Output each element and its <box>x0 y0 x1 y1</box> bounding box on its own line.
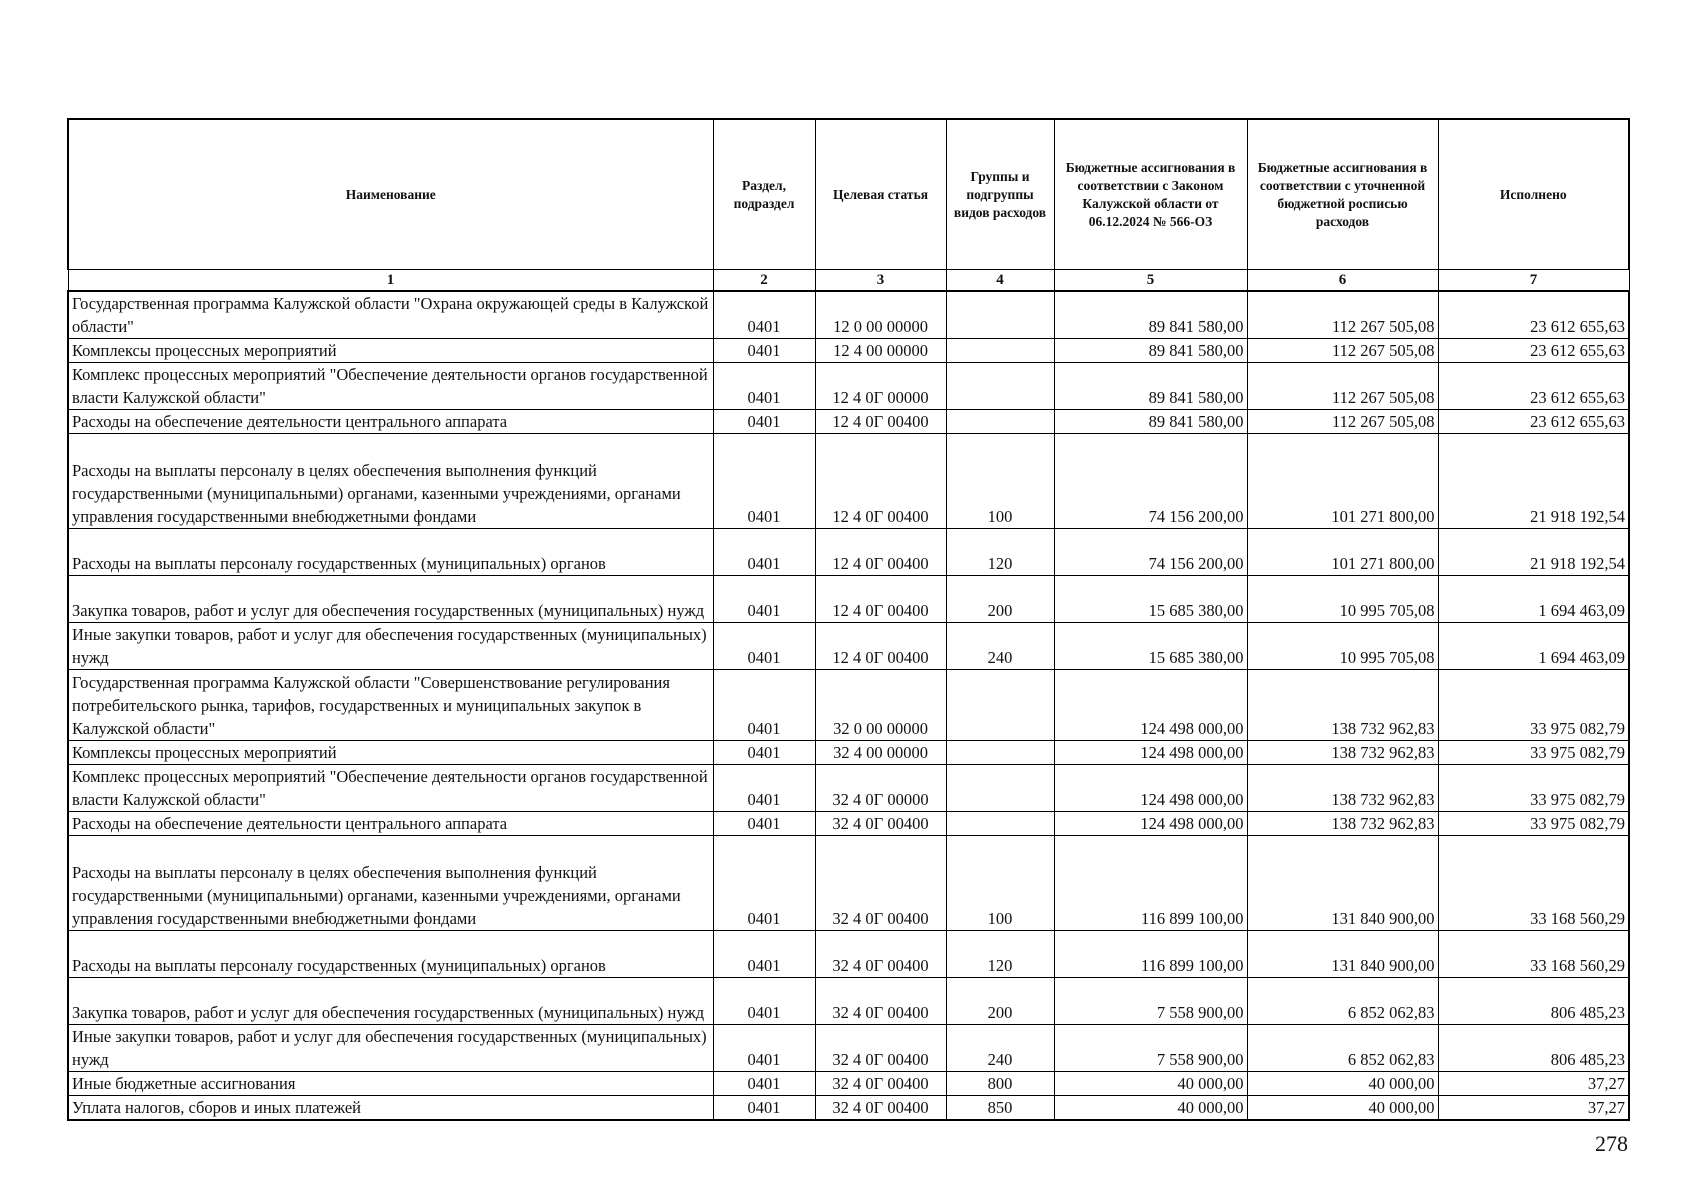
row-executed-amount: 21 918 192,54 <box>1438 529 1629 576</box>
table-row <box>68 529 1629 576</box>
row-expense-group: 100 <box>946 836 1054 931</box>
row-law-amount: 124 498 000,00 <box>1054 670 1247 741</box>
row-name: Иные закупки товаров, работ и услуг для обеспечения государственных (муниципальных) нужд <box>68 1025 713 1072</box>
column-number-row <box>68 270 1629 292</box>
row-law-amount: 89 841 580,00 <box>1054 410 1247 434</box>
table-row <box>68 363 1629 410</box>
budget-table <box>67 118 1630 1121</box>
table-row <box>68 931 1629 978</box>
table-row <box>68 1072 1629 1096</box>
row-name: Государственная программа Калужской области "Совершенствование регулирования потребительского рынка, тарифов, государственных и муниципальных закупок в Калужской области" <box>68 670 713 741</box>
row-name: Закупка товаров, работ и услуг для обеспечения государственных (муниципальных) нужд <box>68 576 713 623</box>
row-target-article: 32 4 0Г 00000 <box>815 765 946 812</box>
row-law-amount: 74 156 200,00 <box>1054 529 1247 576</box>
table-row <box>68 1096 1629 1121</box>
row-executed-amount: 33 975 082,79 <box>1438 765 1629 812</box>
row-target-article: 32 0 00 00000 <box>815 670 946 741</box>
row-expense-group <box>946 363 1054 410</box>
row-section: 0401 <box>713 529 815 576</box>
row-target-article: 12 4 0Г 00400 <box>815 410 946 434</box>
row-name: Иные бюджетные ассигнования <box>68 1072 713 1096</box>
column-number: 3 <box>815 270 946 292</box>
row-target-article: 12 4 00 00000 <box>815 339 946 363</box>
row-name: Расходы на выплаты персоналу в целях обеспечения выполнения функций государственными (муниципальными) органами, казенными учреждениями, органами управления государственными внебюджетными фондами <box>68 434 713 529</box>
row-name: Закупка товаров, работ и услуг для обеспечения государственных (муниципальных) нужд <box>68 978 713 1025</box>
row-section: 0401 <box>713 765 815 812</box>
row-name: Комплекс процессных мероприятий "Обеспечение деятельности органов государственной власти Калужской области" <box>68 765 713 812</box>
row-executed-amount: 37,27 <box>1438 1096 1629 1121</box>
row-executed-amount: 33 168 560,29 <box>1438 836 1629 931</box>
row-name: Комплексы процессных мероприятий <box>68 741 713 765</box>
row-section: 0401 <box>713 410 815 434</box>
row-target-article: 12 4 0Г 00400 <box>815 434 946 529</box>
row-law-amount: 15 685 380,00 <box>1054 576 1247 623</box>
row-refined-amount: 40 000,00 <box>1247 1096 1438 1121</box>
row-name: Расходы на выплаты персоналу в целях обеспечения выполнения функций государственными (муниципальными) органами, казенными учреждениями, органами управления государственными внебюджетными фондами <box>68 836 713 931</box>
row-name: Иные закупки товаров, работ и услуг для обеспечения государственных (муниципальных) нужд <box>68 623 713 670</box>
header-executed: Исполнено <box>1438 119 1629 270</box>
row-section: 0401 <box>713 1072 815 1096</box>
row-name: Расходы на обеспечение деятельности центрального аппарата <box>68 812 713 836</box>
row-expense-group: 200 <box>946 978 1054 1025</box>
row-name: Комплексы процессных мероприятий <box>68 339 713 363</box>
row-executed-amount: 33 168 560,29 <box>1438 931 1629 978</box>
row-law-amount: 89 841 580,00 <box>1054 339 1247 363</box>
row-law-amount: 40 000,00 <box>1054 1096 1247 1121</box>
row-target-article: 32 4 0Г 00400 <box>815 1096 946 1121</box>
row-target-article: 12 4 0Г 00400 <box>815 529 946 576</box>
row-target-article: 12 4 0Г 00400 <box>815 576 946 623</box>
row-law-amount: 124 498 000,00 <box>1054 812 1247 836</box>
row-expense-group: 120 <box>946 529 1054 576</box>
row-expense-group: 120 <box>946 931 1054 978</box>
table-row <box>68 1025 1629 1072</box>
row-expense-group <box>946 812 1054 836</box>
header-target-article: Целевая статья <box>815 119 946 270</box>
page-number: 278 <box>1595 1131 1628 1156</box>
row-law-amount: 89 841 580,00 <box>1054 363 1247 410</box>
row-refined-amount: 112 267 505,08 <box>1247 410 1438 434</box>
row-law-amount: 116 899 100,00 <box>1054 931 1247 978</box>
row-expense-group: 240 <box>946 1025 1054 1072</box>
row-law-amount: 116 899 100,00 <box>1054 836 1247 931</box>
row-law-amount: 124 498 000,00 <box>1054 741 1247 765</box>
row-executed-amount: 23 612 655,63 <box>1438 363 1629 410</box>
row-section: 0401 <box>713 623 815 670</box>
row-section: 0401 <box>713 836 815 931</box>
row-expense-group: 800 <box>946 1072 1054 1096</box>
row-refined-amount: 131 840 900,00 <box>1247 836 1438 931</box>
row-refined-amount: 138 732 962,83 <box>1247 670 1438 741</box>
column-number: 6 <box>1247 270 1438 292</box>
row-section: 0401 <box>713 291 815 339</box>
row-law-amount: 74 156 200,00 <box>1054 434 1247 529</box>
row-law-amount: 15 685 380,00 <box>1054 623 1247 670</box>
header-law-allocations: Бюджетные ассигнования в соответствии с Законом Калужской области от 06.12.2024 № 566-ОЗ <box>1054 119 1247 270</box>
row-target-article: 12 4 0Г 00400 <box>815 623 946 670</box>
row-refined-amount: 112 267 505,08 <box>1247 291 1438 339</box>
row-name: Расходы на обеспечение деятельности центрального аппарата <box>68 410 713 434</box>
row-refined-amount: 6 852 062,83 <box>1247 978 1438 1025</box>
row-section: 0401 <box>713 670 815 741</box>
row-executed-amount: 37,27 <box>1438 1072 1629 1096</box>
row-executed-amount: 33 975 082,79 <box>1438 670 1629 741</box>
row-section: 0401 <box>713 363 815 410</box>
row-expense-group <box>946 410 1054 434</box>
row-refined-amount: 131 840 900,00 <box>1247 931 1438 978</box>
header-refined-allocations: Бюджетные ассигнования в соответствии с уточненной бюджетной росписью расходов <box>1247 119 1438 270</box>
row-refined-amount: 10 995 705,08 <box>1247 576 1438 623</box>
row-section: 0401 <box>713 576 815 623</box>
row-law-amount: 89 841 580,00 <box>1054 291 1247 339</box>
column-number: 5 <box>1054 270 1247 292</box>
row-executed-amount: 23 612 655,63 <box>1438 291 1629 339</box>
row-refined-amount: 112 267 505,08 <box>1247 363 1438 410</box>
row-refined-amount: 101 271 800,00 <box>1247 434 1438 529</box>
row-section: 0401 <box>713 1025 815 1072</box>
row-target-article: 32 4 00 00000 <box>815 741 946 765</box>
row-expense-group <box>946 670 1054 741</box>
row-refined-amount: 138 732 962,83 <box>1247 765 1438 812</box>
row-executed-amount: 33 975 082,79 <box>1438 812 1629 836</box>
table-row <box>68 978 1629 1025</box>
row-name: Расходы на выплаты персоналу государственных (муниципальных) органов <box>68 529 713 576</box>
row-law-amount: 40 000,00 <box>1054 1072 1247 1096</box>
table-row <box>68 765 1629 812</box>
column-number: 1 <box>68 270 713 292</box>
row-target-article: 32 4 0Г 00400 <box>815 931 946 978</box>
row-executed-amount: 1 694 463,09 <box>1438 623 1629 670</box>
row-executed-amount: 21 918 192,54 <box>1438 434 1629 529</box>
table-row <box>68 812 1629 836</box>
table-row <box>68 741 1629 765</box>
row-executed-amount: 806 485,23 <box>1438 1025 1629 1072</box>
header-expense-groups: Группы и подгруппы видов расходов <box>946 119 1054 270</box>
row-section: 0401 <box>713 931 815 978</box>
table-header-row <box>68 119 1629 270</box>
row-executed-amount: 806 485,23 <box>1438 978 1629 1025</box>
row-law-amount: 7 558 900,00 <box>1054 978 1247 1025</box>
row-expense-group: 100 <box>946 434 1054 529</box>
row-refined-amount: 10 995 705,08 <box>1247 623 1438 670</box>
row-expense-group: 850 <box>946 1096 1054 1121</box>
row-target-article: 32 4 0Г 00400 <box>815 812 946 836</box>
row-expense-group <box>946 765 1054 812</box>
row-target-article: 32 4 0Г 00400 <box>815 1025 946 1072</box>
row-expense-group <box>946 291 1054 339</box>
table-row <box>68 410 1629 434</box>
row-refined-amount: 101 271 800,00 <box>1247 529 1438 576</box>
row-expense-group <box>946 741 1054 765</box>
row-law-amount: 124 498 000,00 <box>1054 765 1247 812</box>
column-number: 4 <box>946 270 1054 292</box>
row-executed-amount: 23 612 655,63 <box>1438 339 1629 363</box>
row-executed-amount: 23 612 655,63 <box>1438 410 1629 434</box>
row-name: Уплата налогов, сборов и иных платежей <box>68 1096 713 1121</box>
row-law-amount: 7 558 900,00 <box>1054 1025 1247 1072</box>
table-row <box>68 670 1629 741</box>
row-expense-group: 200 <box>946 576 1054 623</box>
row-section: 0401 <box>713 434 815 529</box>
row-section: 0401 <box>713 741 815 765</box>
row-refined-amount: 112 267 505,08 <box>1247 339 1438 363</box>
row-refined-amount: 138 732 962,83 <box>1247 812 1438 836</box>
row-refined-amount: 40 000,00 <box>1247 1072 1438 1096</box>
table-row <box>68 836 1629 931</box>
row-executed-amount: 33 975 082,79 <box>1438 741 1629 765</box>
row-refined-amount: 138 732 962,83 <box>1247 741 1438 765</box>
row-target-article: 32 4 0Г 00400 <box>815 978 946 1025</box>
table-row <box>68 291 1629 339</box>
row-target-article: 12 0 00 00000 <box>815 291 946 339</box>
row-executed-amount: 1 694 463,09 <box>1438 576 1629 623</box>
table-row <box>68 339 1629 363</box>
row-target-article: 12 4 0Г 00000 <box>815 363 946 410</box>
row-expense-group <box>946 339 1054 363</box>
row-section: 0401 <box>713 1096 815 1121</box>
table-row <box>68 623 1629 670</box>
column-number: 2 <box>713 270 815 292</box>
row-name: Расходы на выплаты персоналу государственных (муниципальных) органов <box>68 931 713 978</box>
row-target-article: 32 4 0Г 00400 <box>815 836 946 931</box>
row-name: Комплекс процессных мероприятий "Обеспечение деятельности органов государственной власти Калужской области" <box>68 363 713 410</box>
row-target-article: 32 4 0Г 00400 <box>815 1072 946 1096</box>
row-section: 0401 <box>713 812 815 836</box>
table-row <box>68 434 1629 529</box>
column-number: 7 <box>1438 270 1629 292</box>
row-section: 0401 <box>713 339 815 363</box>
header-name: Наименование <box>68 119 713 270</box>
row-refined-amount: 6 852 062,83 <box>1247 1025 1438 1072</box>
header-section: Раздел, подраздел <box>713 119 815 270</box>
table-row <box>68 576 1629 623</box>
row-expense-group: 240 <box>946 623 1054 670</box>
row-section: 0401 <box>713 978 815 1025</box>
row-name: Государственная программа Калужской области "Охрана окружающей среды в Калужской области" <box>68 291 713 339</box>
